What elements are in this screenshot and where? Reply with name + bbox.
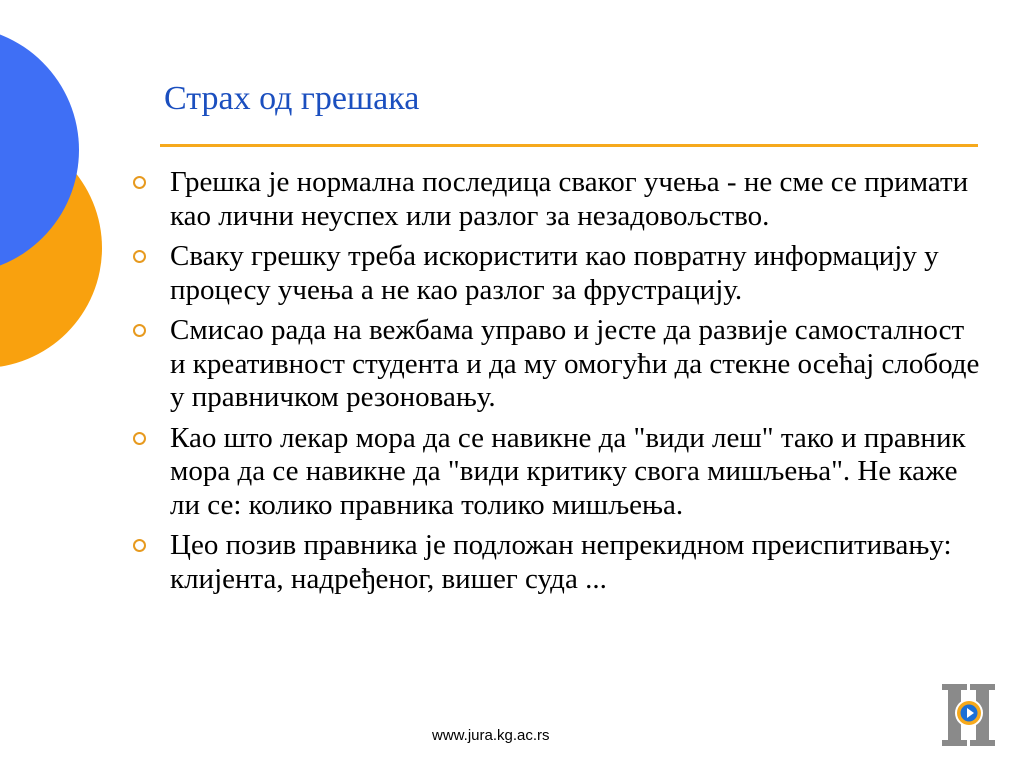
bullet-circle-icon [133,176,146,189]
bullet-text: Сваку грешку треба искористити као повратну информацију у процесу учења а не као разлог за фрустрацију. [170,240,939,306]
bullet-circle-icon [133,250,146,263]
bullet-text: Као што лекар мора да се навикне да "види леш" тако и правник мора да се навикне да "види критику свога мишљења". Не каже ли се: колико правника толико мишљења. [170,421,966,521]
title-divider [160,144,978,147]
corner-circles-decoration [0,0,130,380]
faculty-logo-icon [938,682,1000,748]
bullet-text: Смисао рада на вежбама управо и јесте да развије самосталност и креативност студента и да му омогући да стекне осећај слободе у правничком резоновању. [170,314,980,413]
bullet-list [132,166,982,603]
bullet-circle-icon [133,432,146,445]
bullet-text: Цео позив правника је подложан непрекидном преиспитивању: клијента, надређеног, вишег суда ... [170,529,952,595]
bullet-text: Грешка је нормална последица сваког учења - не сме се примати као лични неуспех или разлог за незадовољство. [170,166,969,232]
bullet-item [132,240,982,307]
bullet-circle-icon [133,324,146,337]
bullet-item [132,166,982,233]
footer-url: www.jura.kg.ac.rs [432,727,550,744]
bullet-item [132,314,982,415]
bullet-item [132,422,982,523]
bullet-item [132,529,982,596]
bullet-circle-icon [133,539,146,552]
slide-title: Страх од грешака [164,80,420,117]
